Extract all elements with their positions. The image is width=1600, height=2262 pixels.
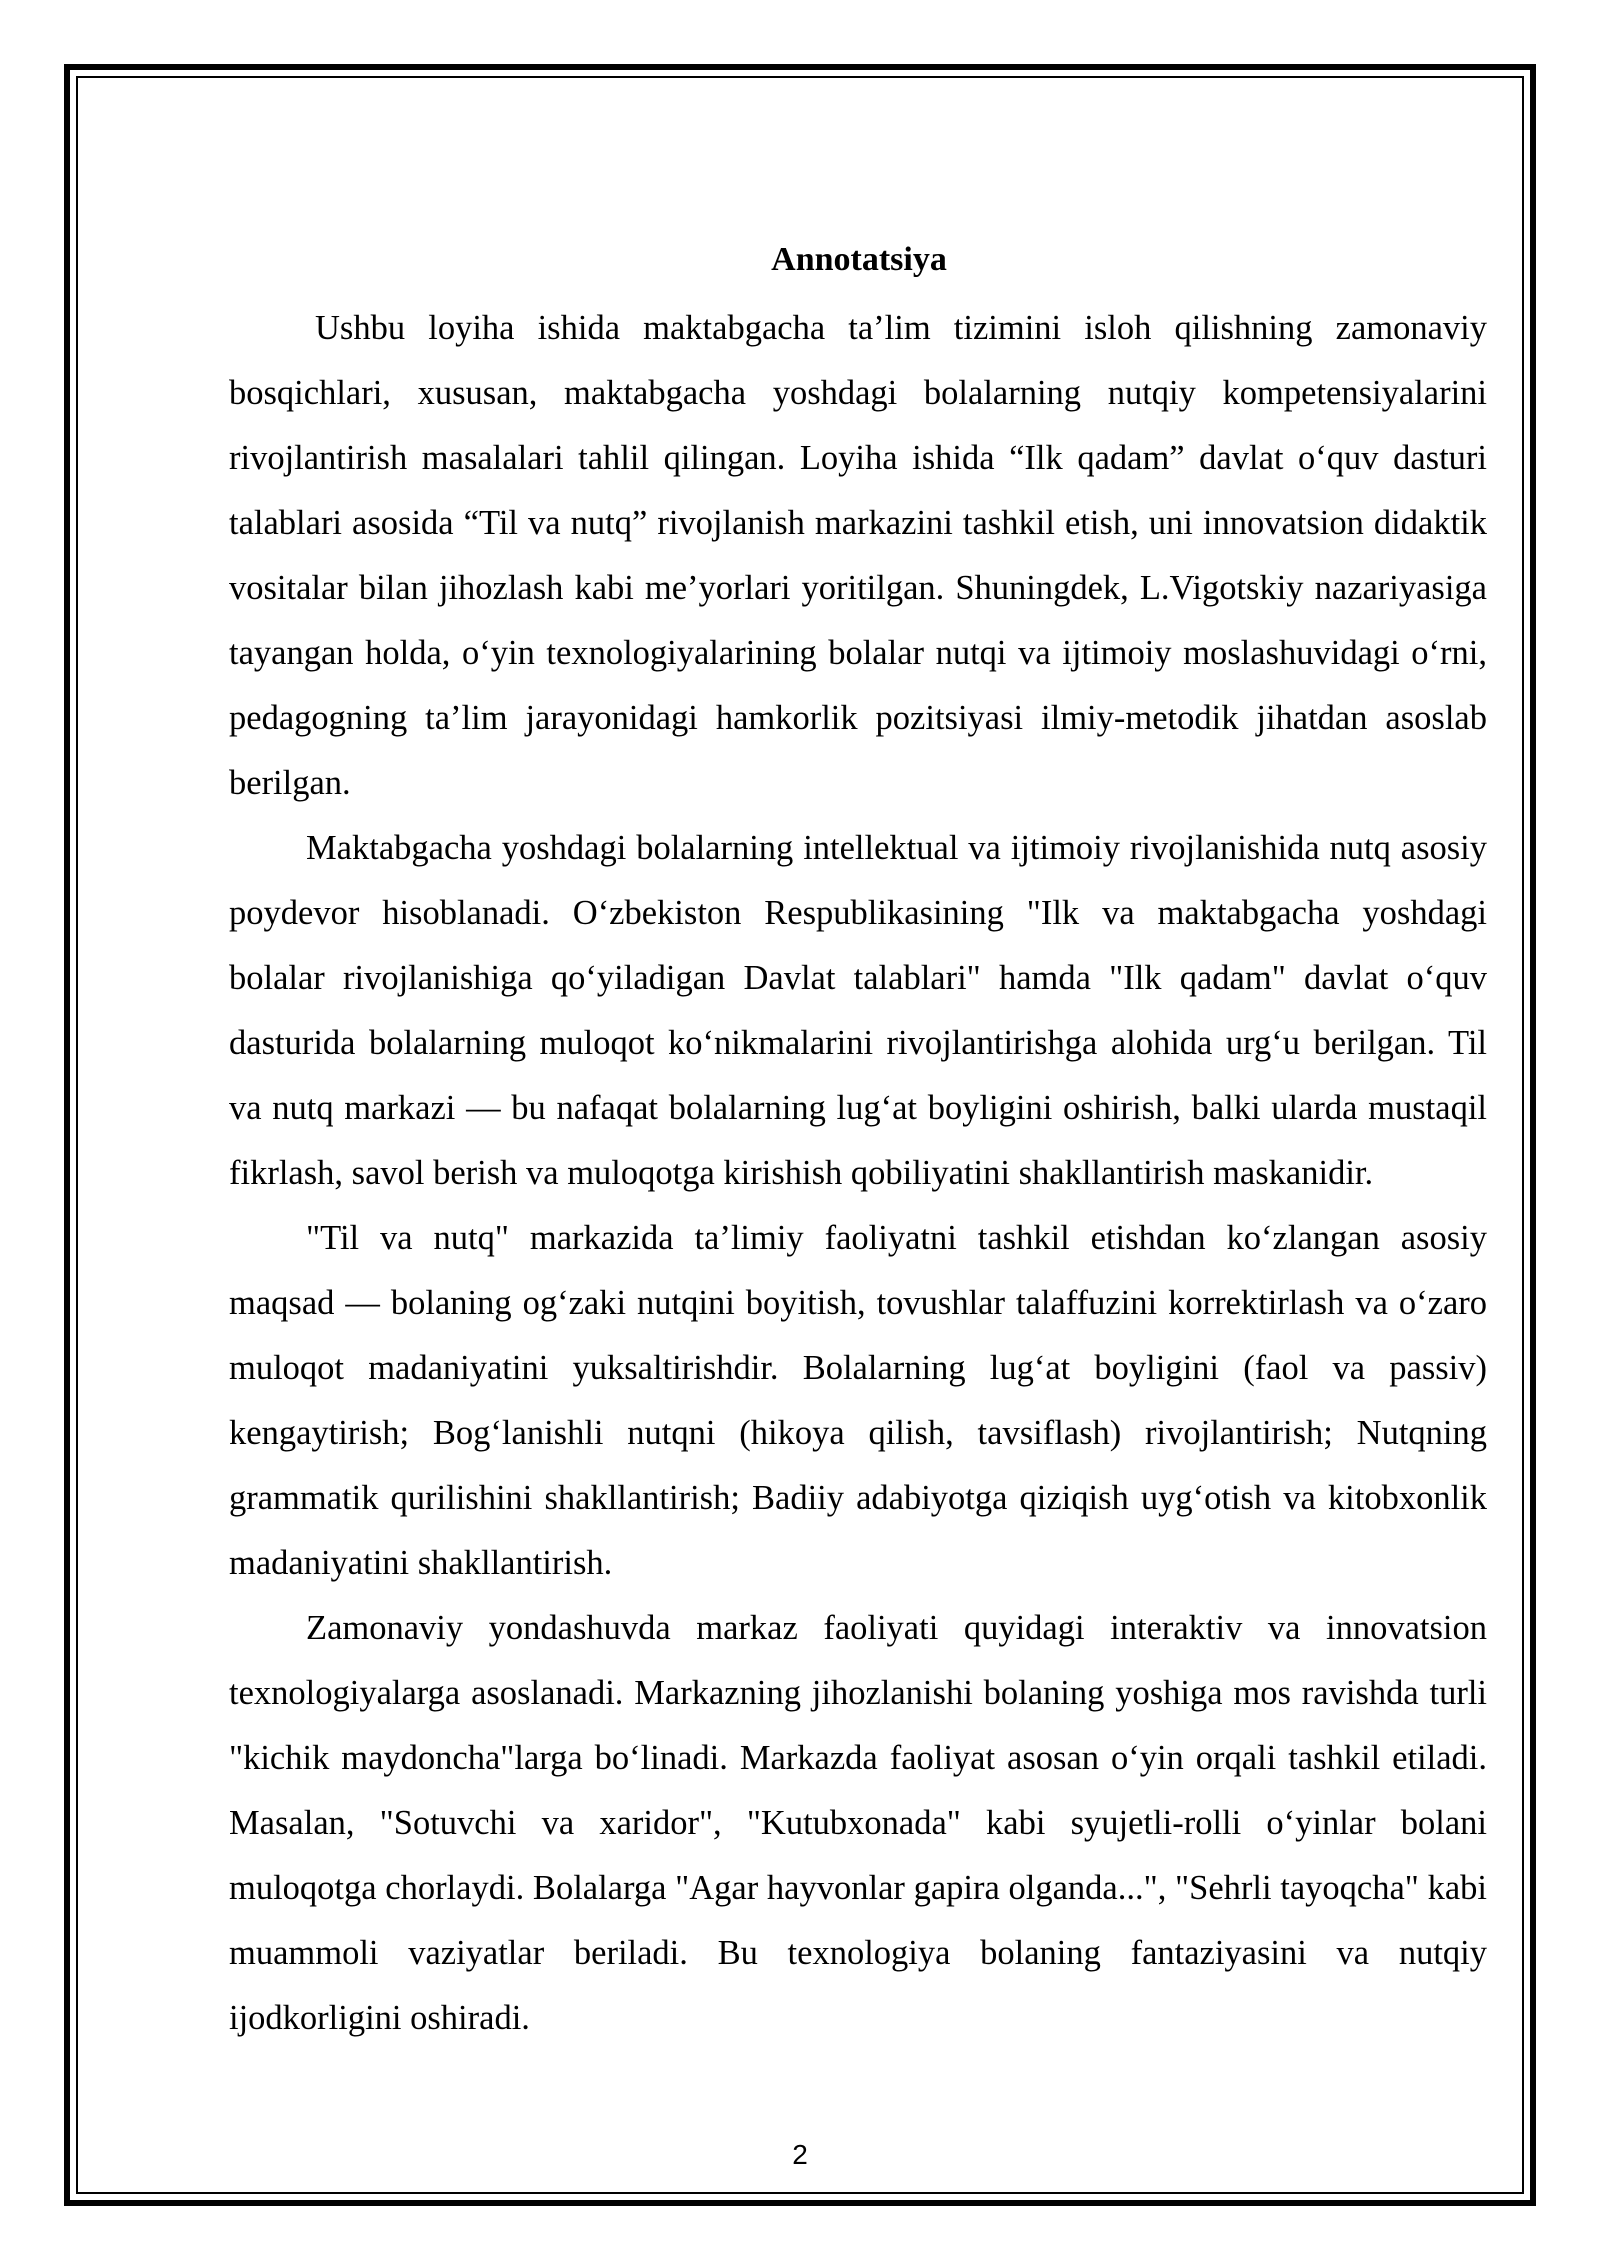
paragraph-2: Maktabgacha yoshdagi bolalarning intellektual va ijtimoiy rivojlanishida nutq asosiy poydevor hisoblanadi. O‘zbekiston Respublikasining "Ilk va maktabgacha yoshdagi bolalar rivojlanishiga qo‘yiladigan Davlat talablari" hamda "Ilk qadam" davlat o‘quv dasturida bolalarning muloqot ko‘nikmalarini rivojlantirishga alohida urg‘u berilgan. Til va nutq markazi — bu nafaqat bolalarning lug‘at boyligini oshirish, balki ularda mustaqil fikrlash, savol berish va muloqotga kirishish qobiliyatini shakllantirish maskanidir. xyxy=(229,829,1487,1192)
paragraph-4: Zamonaviy yondashuvda markaz faoliyati quyidagi interaktiv va innovatsion texnologiyalarga asoslanadi. Markazning jihozlanishi bolaning yoshiga mos ravishda turli "kichik maydoncha"larga bo‘linadi. Markazda faoliyat asosan o‘yin orqali tashkil etiladi. Masalan, "Sotuvchi va xaridor", "Kutubxonada" kabi syujetli-rolli o‘yinlar bolani muloqotga chorlaydi. Bolalarga "Agar hayvonlar gapira olganda...", "Sehrli tayoqcha" kabi muammoli vaziyatlar beriladi. Bu texnologiya bolaning fantaziyasini va nutqiy ijodkorligini oshiradi. xyxy=(229,1609,1487,2037)
document-body xyxy=(229,232,1487,2051)
document-title: Annotatsiya xyxy=(771,241,947,278)
paragraph-1: Ushbu loyiha ishida maktabgacha ta’lim tizimini isloh qilishning zamonaviy bosqichlari, xususan, maktabgacha yoshdagi bolalarning nutqiy kompetensiyalarini rivojlantirish masalalari tahlil qilingan. Loyiha ishida “Ilk qadam” davlat o‘quv dasturi talablari asosida “Til va nutq” rivojlanish markazini tashkil etish, uni innovatsion didaktik vositalar bilan jihozlash kabi me’yorlari yoritilgan. Shuningdek, L.Vigotskiy nazariyasiga tayangan holda, o‘yin texnologiyalarining bolalar nutqi va ijtimoiy moslashuvidagi o‘rni, pedagogning ta’lim jarayonidagi hamkorlik pozitsiyasi ilmiy-metodik jihatdan asoslab berilgan. xyxy=(229,309,1487,802)
page-number: 2 xyxy=(792,2139,808,2170)
paragraph-3: "Til va nutq" markazida ta’limiy faoliyatni tashkil etishdan ko‘zlangan asosiy maqsad — bolaning og‘zaki nutqini boyitish, tovushlar talaffuzini korrektirlash va o‘zaro muloqot madaniyatini yuksaltirishdir. Bolalarning lug‘at boyligini (faol va passiv) kengaytirish; Bog‘lanishli nutqni (hikoya qilish, tavsiflash) rivojlantirish; Nutqning grammatik qurilishini shakllantirish; Badiiy adabiyotga qiziqish uyg‘otish va kitobxonlik madaniyatini shakllantirish. xyxy=(229,1219,1487,1582)
